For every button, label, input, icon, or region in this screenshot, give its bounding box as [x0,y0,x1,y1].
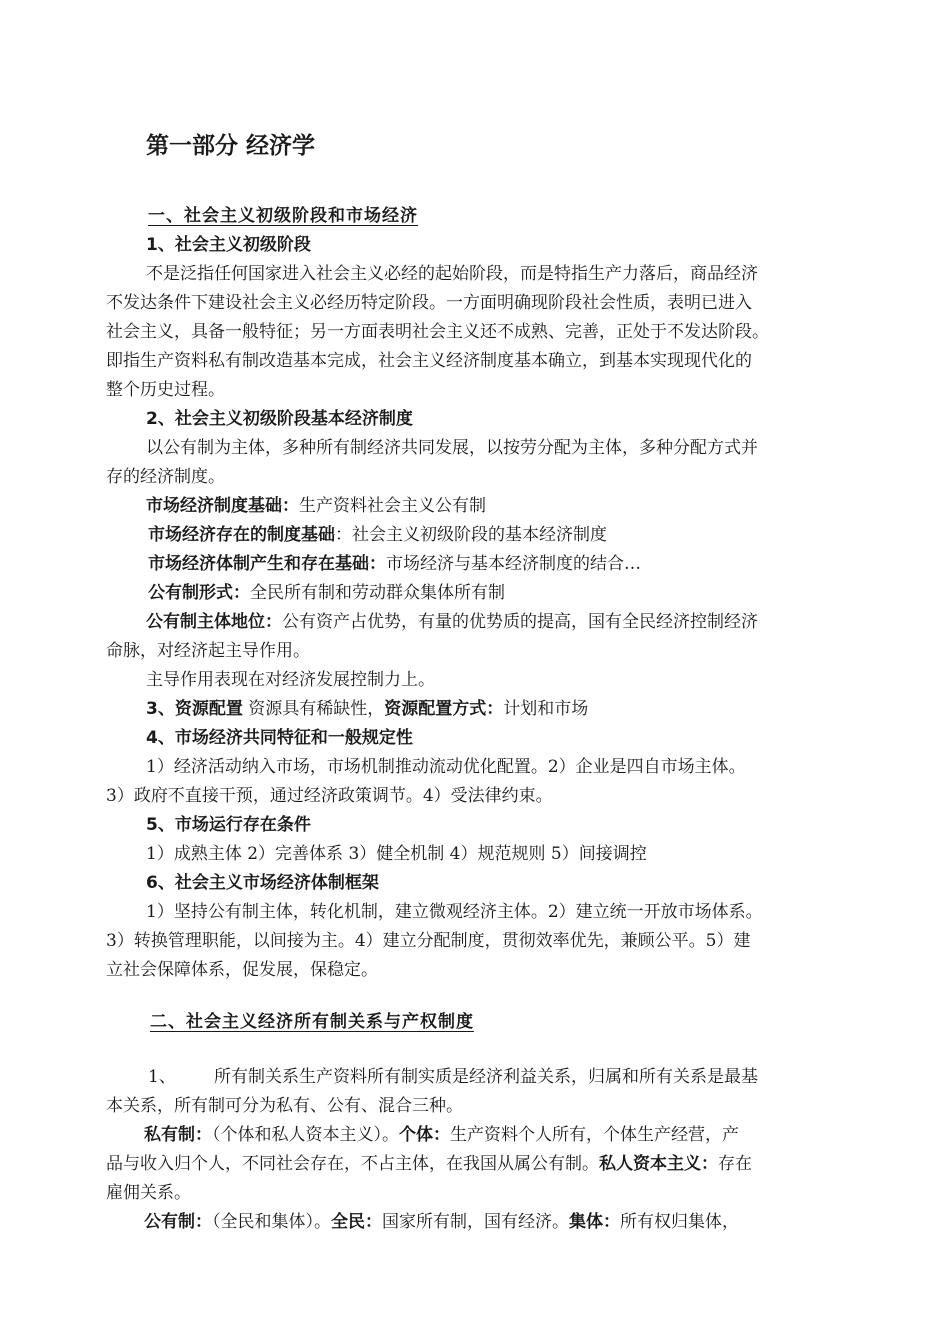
paragraph-line: 即指生产资料私有制改造基本完成，社会主义经济制度基本确立，到基本实现现代化的 [106,351,752,371]
definition-text: 生产资料社会主义公有制 [299,496,486,516]
definition-line [148,581,505,605]
paragraph-line: 1）成熟主体 2）完善体系 3）健全机制 4）规范规则 5）间接调控 [146,844,647,864]
paragraph-line: 不发达条件下建设社会主义必经历特定阶段。一方面明确现阶段社会性质，表明已进入 [106,293,752,313]
definition-label: 私有制： [144,1125,212,1145]
definition-text: 资源具有稀缺性， [242,699,385,719]
paragraph-line: 本关系，所有制可分为私有、公有、混合三种。 [106,1096,463,1116]
paragraph-line: 以公有制为主体，多种所有制经济共同发展，以按劳分配为主体，多种分配方式并 [146,438,758,458]
definition-text: 市场经济与基本经济制度的结合… [386,554,641,574]
definition-label: 集体： [569,1212,620,1232]
definition-line [144,1210,739,1234]
paragraph-line: 立社会保障体系，促发展，保稳定。 [106,960,378,980]
paragraph-line: 1）经济活动纳入市场，市场机制推动流动优化配置。2）企业是四自市场主体。 [146,757,746,777]
paragraph-line: 社会主义，具备一般特征；另一方面表明社会主义还不成熟、完善，正处于不发达阶段。 [106,322,769,342]
paragraph-line: 主导作用表现在对经济发展控制力上。 [146,670,435,690]
paragraph-line: 整个历史过程。 [106,380,225,400]
paragraph-line: 存的经济制度。 [106,467,225,487]
definition-text: 计划和市场 [503,699,589,719]
definition-text: （全民和集体）。 [212,1212,331,1232]
paragraph-line: 3）政府不直接干预，通过经济政策调节。4）受法律约束。 [106,786,553,806]
definition-line [146,494,486,518]
definition-text: 生产资料个人所有，个体生产经营，产 [450,1125,739,1145]
paragraph-line: 不是泛指任何国家进入社会主义必经的起始阶段，而是特指生产力落后，商品经济 [146,264,758,284]
subheading-5: 5、市场运行存在条件 [146,815,311,835]
definition-line [148,523,607,547]
definition-text: 存在 [718,1154,752,1174]
subheading-6: 6、社会主义市场经济体制框架 [146,873,379,893]
definition-text: 品与收入归个人，不同社会存在，不占主体，在我国从属公有制。 [106,1154,599,1174]
section-1-heading: 一、社会主义初级阶段和市场经济 [148,206,418,226]
definition-label: 公有制主体地位： [146,612,282,632]
paragraph-line: 命脉，对经济起主导作用。 [106,641,310,661]
definition-text: （个体和私人资本主义）。 [212,1125,399,1145]
subheading-label: 3、资源配置 [146,699,243,719]
subheading-4: 4、市场经济共同特征和一般规定性 [146,728,413,748]
paragraph-line: 1）坚持公有制主体，转化机制，建立微观经济主体。2）建立统一开放市场体系。 [146,902,763,922]
paragraph-line: 3）转换管理职能，以间接为主。4）建立分配制度，贯彻效率优先，兼顾公平。5）建 [106,931,751,951]
definition-label: 私人资本主义： [599,1154,718,1174]
list-number: 1、 [148,1067,176,1087]
paragraph-line: 雇佣关系。 [106,1183,191,1203]
definition-line [148,552,641,576]
definition-line [144,1123,739,1147]
definition-text: 所有权归集体， [620,1212,739,1232]
definition-label: 市场经济存在的制度基础 [148,525,335,545]
subheading-1: 1、社会主义初级阶段 [146,235,311,255]
definition-line [106,1152,752,1176]
definition-label: 市场经济体制产生和存在基础： [148,554,386,574]
paragraph-line: 所有制关系生产资料所有制实质是经济利益关系，归属和所有关系是最基 [214,1067,758,1087]
definition-text: ：社会主义初级阶段的基本经济制度 [335,525,607,545]
definition-label: 个体： [399,1125,450,1145]
definition-label: 市场经济制度基础： [146,496,299,516]
definition-text: 全民所有制和劳动群众集体所有制 [250,583,505,603]
subheading-2: 2、社会主义初级阶段基本经济制度 [146,409,413,429]
definition-line [146,610,758,634]
definition-text: 国家所有制，国有经济。 [382,1212,569,1232]
definition-label: 公有制形式： [148,583,250,603]
definition-text: 公有资产占优势，有量的优势质的提高，国有全民经济控制经济 [282,612,758,632]
definition-label: 全民： [331,1212,382,1232]
definition-label: 资源配置方式： [384,699,504,719]
section-2-heading: 二、社会主义经济所有制关系与产权制度 [150,1012,474,1032]
subheading-3 [146,697,588,721]
definition-label: 公有制： [144,1212,212,1232]
page-title: 第一部分 经济学 [146,133,316,159]
